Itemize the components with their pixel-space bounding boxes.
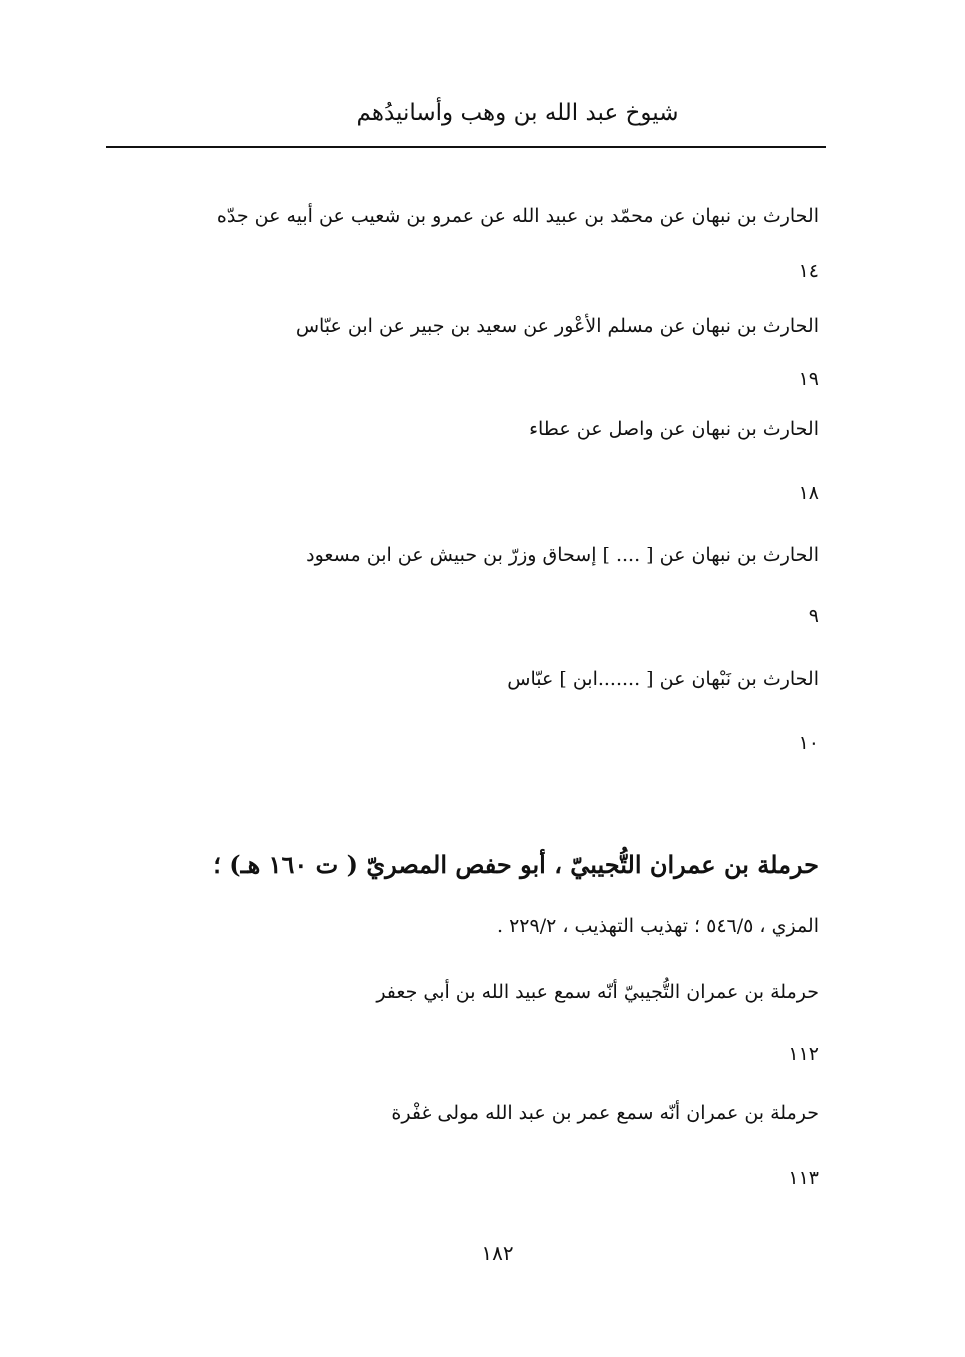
hadith-number: ٩ <box>808 605 819 627</box>
hadith-number: ١٨ <box>798 482 819 504</box>
isnad-line: الحارث بن نَبْهان عن [ .......ابن ] عبّاس <box>507 668 819 690</box>
hadith-number: ١٠ <box>798 732 819 754</box>
isnad-line: الحارث بن نبهان عن مسلم الأعْور عن سعيد بن جبير عن ابن عبّاس <box>295 315 819 337</box>
running-head: شيوخ عبد الله بن وهب وأسانيدُهم <box>356 100 679 126</box>
isnad-line: الحارث بن نبهان عن محمّد بن عبيد الله عن عمرو بن شعيب عن أبيه عن جدّه <box>216 205 819 227</box>
header-rule <box>106 146 826 148</box>
isnad-line: حرملة بن عمران التُّجيبيّ أنّه سمع عبيد الله بن أبي جعفر <box>376 981 819 1003</box>
hadith-number: ١١٢ <box>788 1043 819 1065</box>
reference-line: المزي ، ٥٤٦/٥ ؛ تهذيب التهذيب ، ٢٢٩/٢ . <box>497 915 819 937</box>
isnad-line: حرملة بن عمران أنّه سمع عمر بن عبد الله مولى غفْرة <box>391 1102 819 1124</box>
isnad-line: الحارث بن نبهان عن واصل عن عطاء <box>529 418 819 440</box>
section-heading: حرملة بن عمران التُّجيبيّ ، أبو حفص المصريّ ( ت ١٦٠ هـ) ؛ <box>213 850 819 879</box>
hadith-number: ١٤ <box>798 260 819 282</box>
isnad-line: الحارث بن نبهان عن [ .... ] إسحاق وزرّ بن حبيش عن ابن مسعود <box>306 544 819 566</box>
hadith-number: ١٩ <box>798 368 819 390</box>
page-number: ١٨٢ <box>481 1241 514 1265</box>
hadith-number: ١١٣ <box>788 1167 819 1189</box>
